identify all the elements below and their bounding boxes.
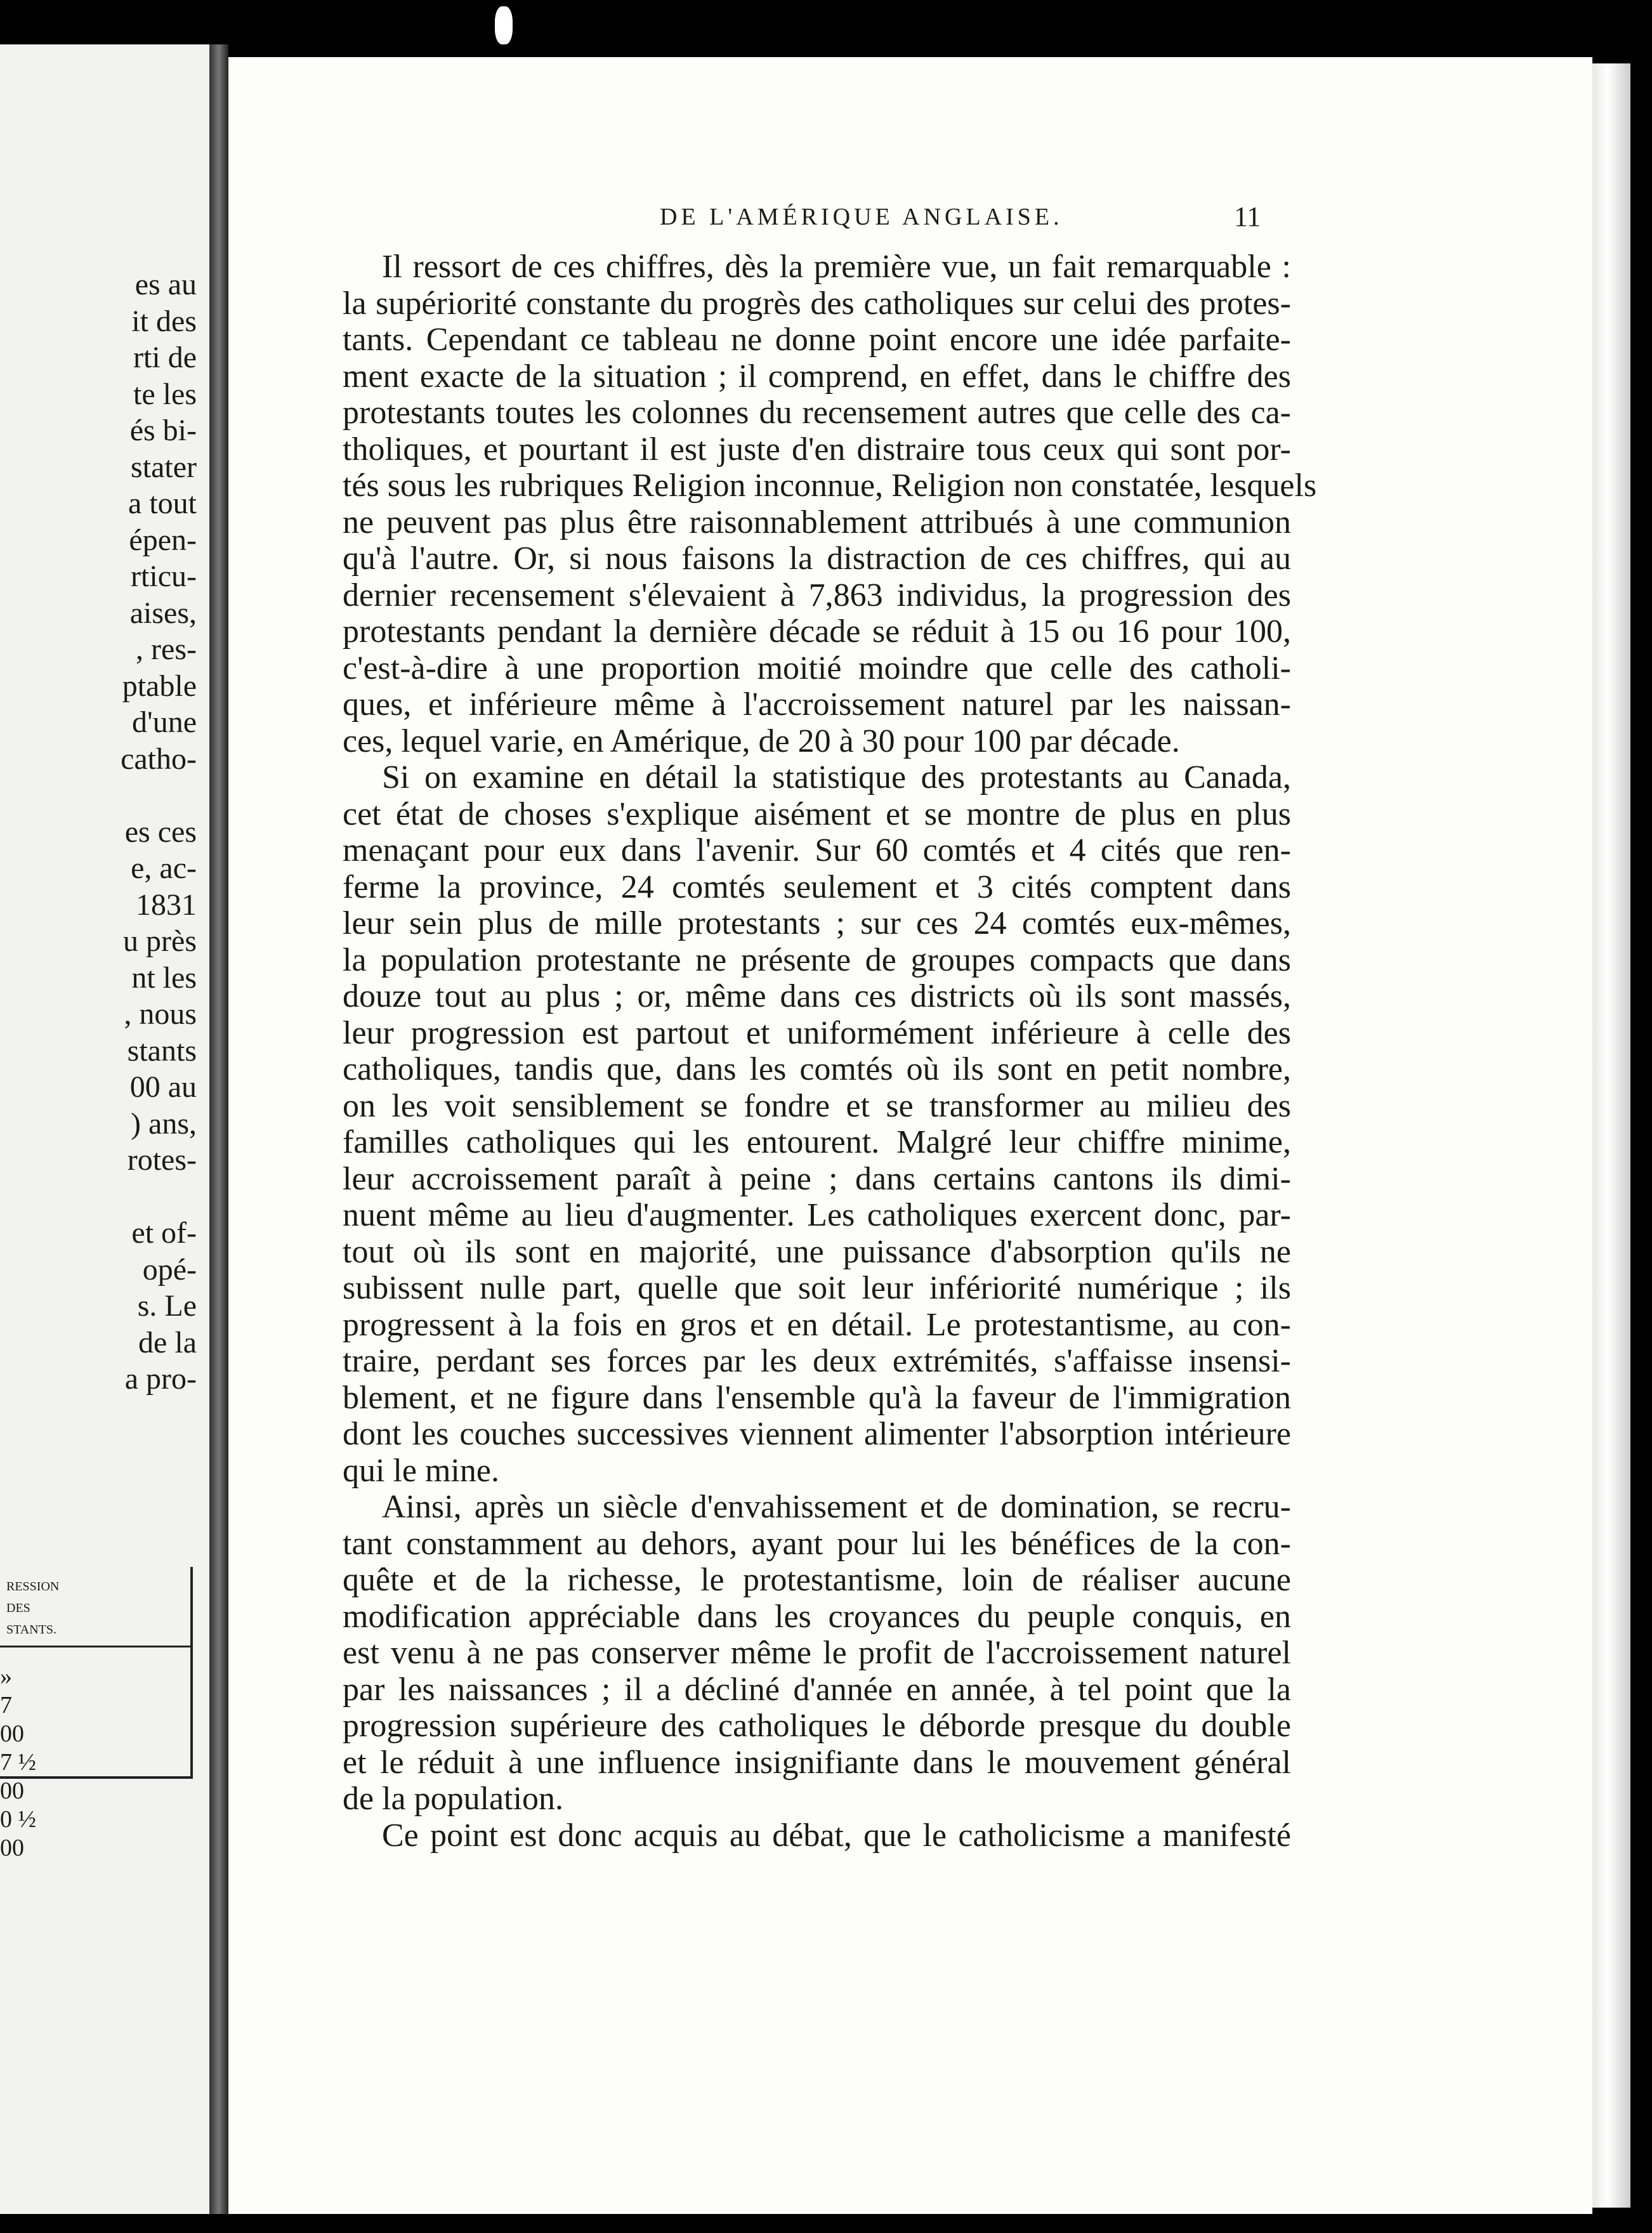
left-page-line: catho- [121,742,197,776]
text-line: ferme la province, 24 comtés seulement et 3 cités comptent dans [343,868,1291,905]
left-page-line: és bi- [129,414,197,447]
text-line: la population protestante ne présente de groupes compacts que dans [343,941,1291,978]
left-page-line: rticu- [131,560,197,593]
text-line: modification appréciable dans les croyances du peuple conquis, en [343,1598,1291,1635]
left-table-value: » [0,1663,12,1690]
page-number: 11 [1234,201,1261,232]
left-page-line: ptable [122,669,197,703]
text-line: ces, lequel varie, en Amérique, de 20 à 30 pour 100 par décade. [343,723,1180,759]
text-line: traire, perdant ses forces par les deux extrémités, s'affaisse insensi- [343,1343,1291,1379]
left-page-line: épen- [129,523,197,557]
text-line: subissent nulle part, quelle que soit leur infériorité numérique ; ils [343,1270,1291,1306]
left-page-line: a pro- [124,1362,197,1396]
text-line: Ainsi, après un siècle d'envahissement et de domination, se recru- [382,1489,1291,1525]
body-text [343,249,1317,1854]
text-line: dont les couches successives viennent alimenter l'absorption intérieure [343,1416,1291,1452]
text-line: c'est-à-dire à une proportion moitié moindre que celle des catholi- [343,650,1291,686]
text-line: on les voit sensiblement se fondre et se transformer au milieu des [343,1087,1291,1124]
left-page-table [0,1567,193,1861]
left-page-line: rti de [133,341,197,374]
left-page-line: , res- [136,632,197,666]
left-page-line: nt les [131,960,197,995]
text-line: progression supérieure des catholiques le déborde presque du double [343,1708,1291,1744]
left-page-line: a tout [128,487,197,520]
text-line: dernier recensement s'élevaient à 7,863 individus, la progression des [343,577,1291,613]
left-table-value: 00 [0,1720,24,1747]
left-table-value: 00 [0,1778,24,1804]
left-page-line: es ces [124,815,197,849]
left-page-line: s. Le [137,1289,197,1323]
left-page-line: stater [131,450,197,484]
text-line: ne peuvent pas plus être raisonnablement attribués à une communion [343,504,1291,540]
text-line: douze tout au plus ; or, même dans ces districts où ils sont massés, [343,978,1291,1014]
left-table-header-line: RESSION [6,1580,60,1594]
left-page-line: ) ans, [131,1106,197,1141]
text-line: progressent à la fois en gros et en détail. Le protestantisme, au con- [343,1306,1291,1343]
text-line: quête et de la richesse, le protestantisme, loin de réaliser aucune [343,1562,1291,1598]
left-table-value: 7 [0,1692,12,1719]
text-line: tant constamment au dehors, ayant pour lui les bénéfices de la con- [343,1525,1291,1562]
left-page-line: it des [131,304,197,338]
text-line: Si on examine en détail la statistique des protestants au Canada, [382,759,1291,796]
left-page-line [32,1179,197,1215]
text-line: par les naissances ; il a décliné d'année en année, à tel point que la [343,1671,1291,1708]
left-table-values [0,1647,190,1863]
left-page-line: te les [133,377,197,411]
text-line: qui le mine. [343,1452,499,1489]
left-table-value: 00 [0,1835,24,1861]
left-page-line: et of- [131,1216,197,1250]
text-line: et le réduit à une influence insignifiante dans le mouvement général [343,1744,1291,1781]
left-page-fragment [0,44,209,2214]
text-line: leur sein plus de mille protestants ; sur ces 24 comtés eux-mêmes, [343,905,1291,941]
left-table-value: 0 ½ [0,1806,36,1833]
text-line: tants. Cependant ce tableau ne donne point encore une idée parfaite- [343,322,1291,358]
text-line: Il ressort de ces chiffres, dès la première vue, un fait remarquable : [382,249,1291,285]
left-table-value: 7 ½ [0,1749,36,1776]
left-page-line: d'une [132,705,197,739]
left-page-line: stants [127,1033,197,1068]
text-line: tholiques, et pourtant il est juste d'en distraire tous ceux qui sont por- [343,431,1291,468]
text-line: protestants toutes les colonnes du recensement autres que celle des ca- [343,395,1291,431]
text-line: familles catholiques qui les entourent. Malgré leur chiffre minime, [343,1124,1291,1160]
book-binding [209,44,228,2214]
text-line: protestants pendant la dernière décade se réduit à 15 ou 16 pour 100, [343,613,1291,650]
left-page-line: 00 au [129,1070,197,1104]
text-line: leur accroissement paraît à peine ; dans certains cantons ils dimi- [343,1160,1291,1197]
left-page-text [32,266,197,1398]
left-page-line: 1831 [136,887,197,922]
text-line: est venu à ne pas conserver même le profit de l'accroissement naturel [343,1635,1291,1671]
left-table-header [0,1567,190,1647]
text-line: tout où ils sont en majorité, une puissance d'absorption qu'ils ne [343,1233,1291,1270]
text-line: la supériorité constante du progrès des catholiques sur celui des protes- [343,285,1291,322]
text-line: Ce point est donc acquis au débat, que le catholicisme a manifesté [382,1817,1291,1854]
text-line: qu'à l'autre. Or, si nous faisons la distraction de ces chiffres, qui au [343,540,1291,577]
left-page-line: de la [138,1325,197,1359]
left-table-header-line: DES [6,1601,30,1615]
left-page-line: aises, [129,596,197,630]
left-page-line: u près [123,924,197,958]
left-page-line: , nous [124,997,197,1031]
text-line: de la population. [343,1781,564,1817]
left-page-line: es au [134,268,197,301]
text-line: ques, et inférieure même à l'accroissement naturel par les naissan- [343,686,1291,723]
text-line: cet état de choses s'explique aisément et se montre de plus en plus [343,796,1291,832]
text-line: ment exacte de la situation ; il comprend, en effet, dans le chiffre des [343,358,1291,395]
left-page-line [32,777,197,814]
text-line: leur progression est partout et uniformément inférieure à celle des [343,1014,1291,1051]
text-line: tés sous les rubriques Religion inconnue, Religion non constatée, lesquels [343,468,1317,504]
page-edge [1592,63,1630,2208]
text-line: menaçant pour eux dans l'avenir. Sur 60 comtés et 4 cités que ren- [343,832,1291,868]
text-line: nuent même au lieu d'augmenter. Les catholiques exercent donc, par- [343,1197,1291,1233]
left-table-header-line: STANTS. [6,1623,56,1637]
left-page-line: rotes- [127,1143,197,1177]
text-line: catholiques, tandis que, dans les comtés où ils sont en petit nombre, [343,1051,1291,1087]
ink-blot [495,6,513,44]
left-page-line: e, ac- [131,851,197,885]
text-line: blement, et ne figure dans l'ensemble qu'à la faveur de l'immigration [343,1379,1291,1416]
left-page-line: opé- [142,1252,197,1287]
running-head: DE L'AMÉRIQUE ANGLAISE. [660,204,1063,230]
